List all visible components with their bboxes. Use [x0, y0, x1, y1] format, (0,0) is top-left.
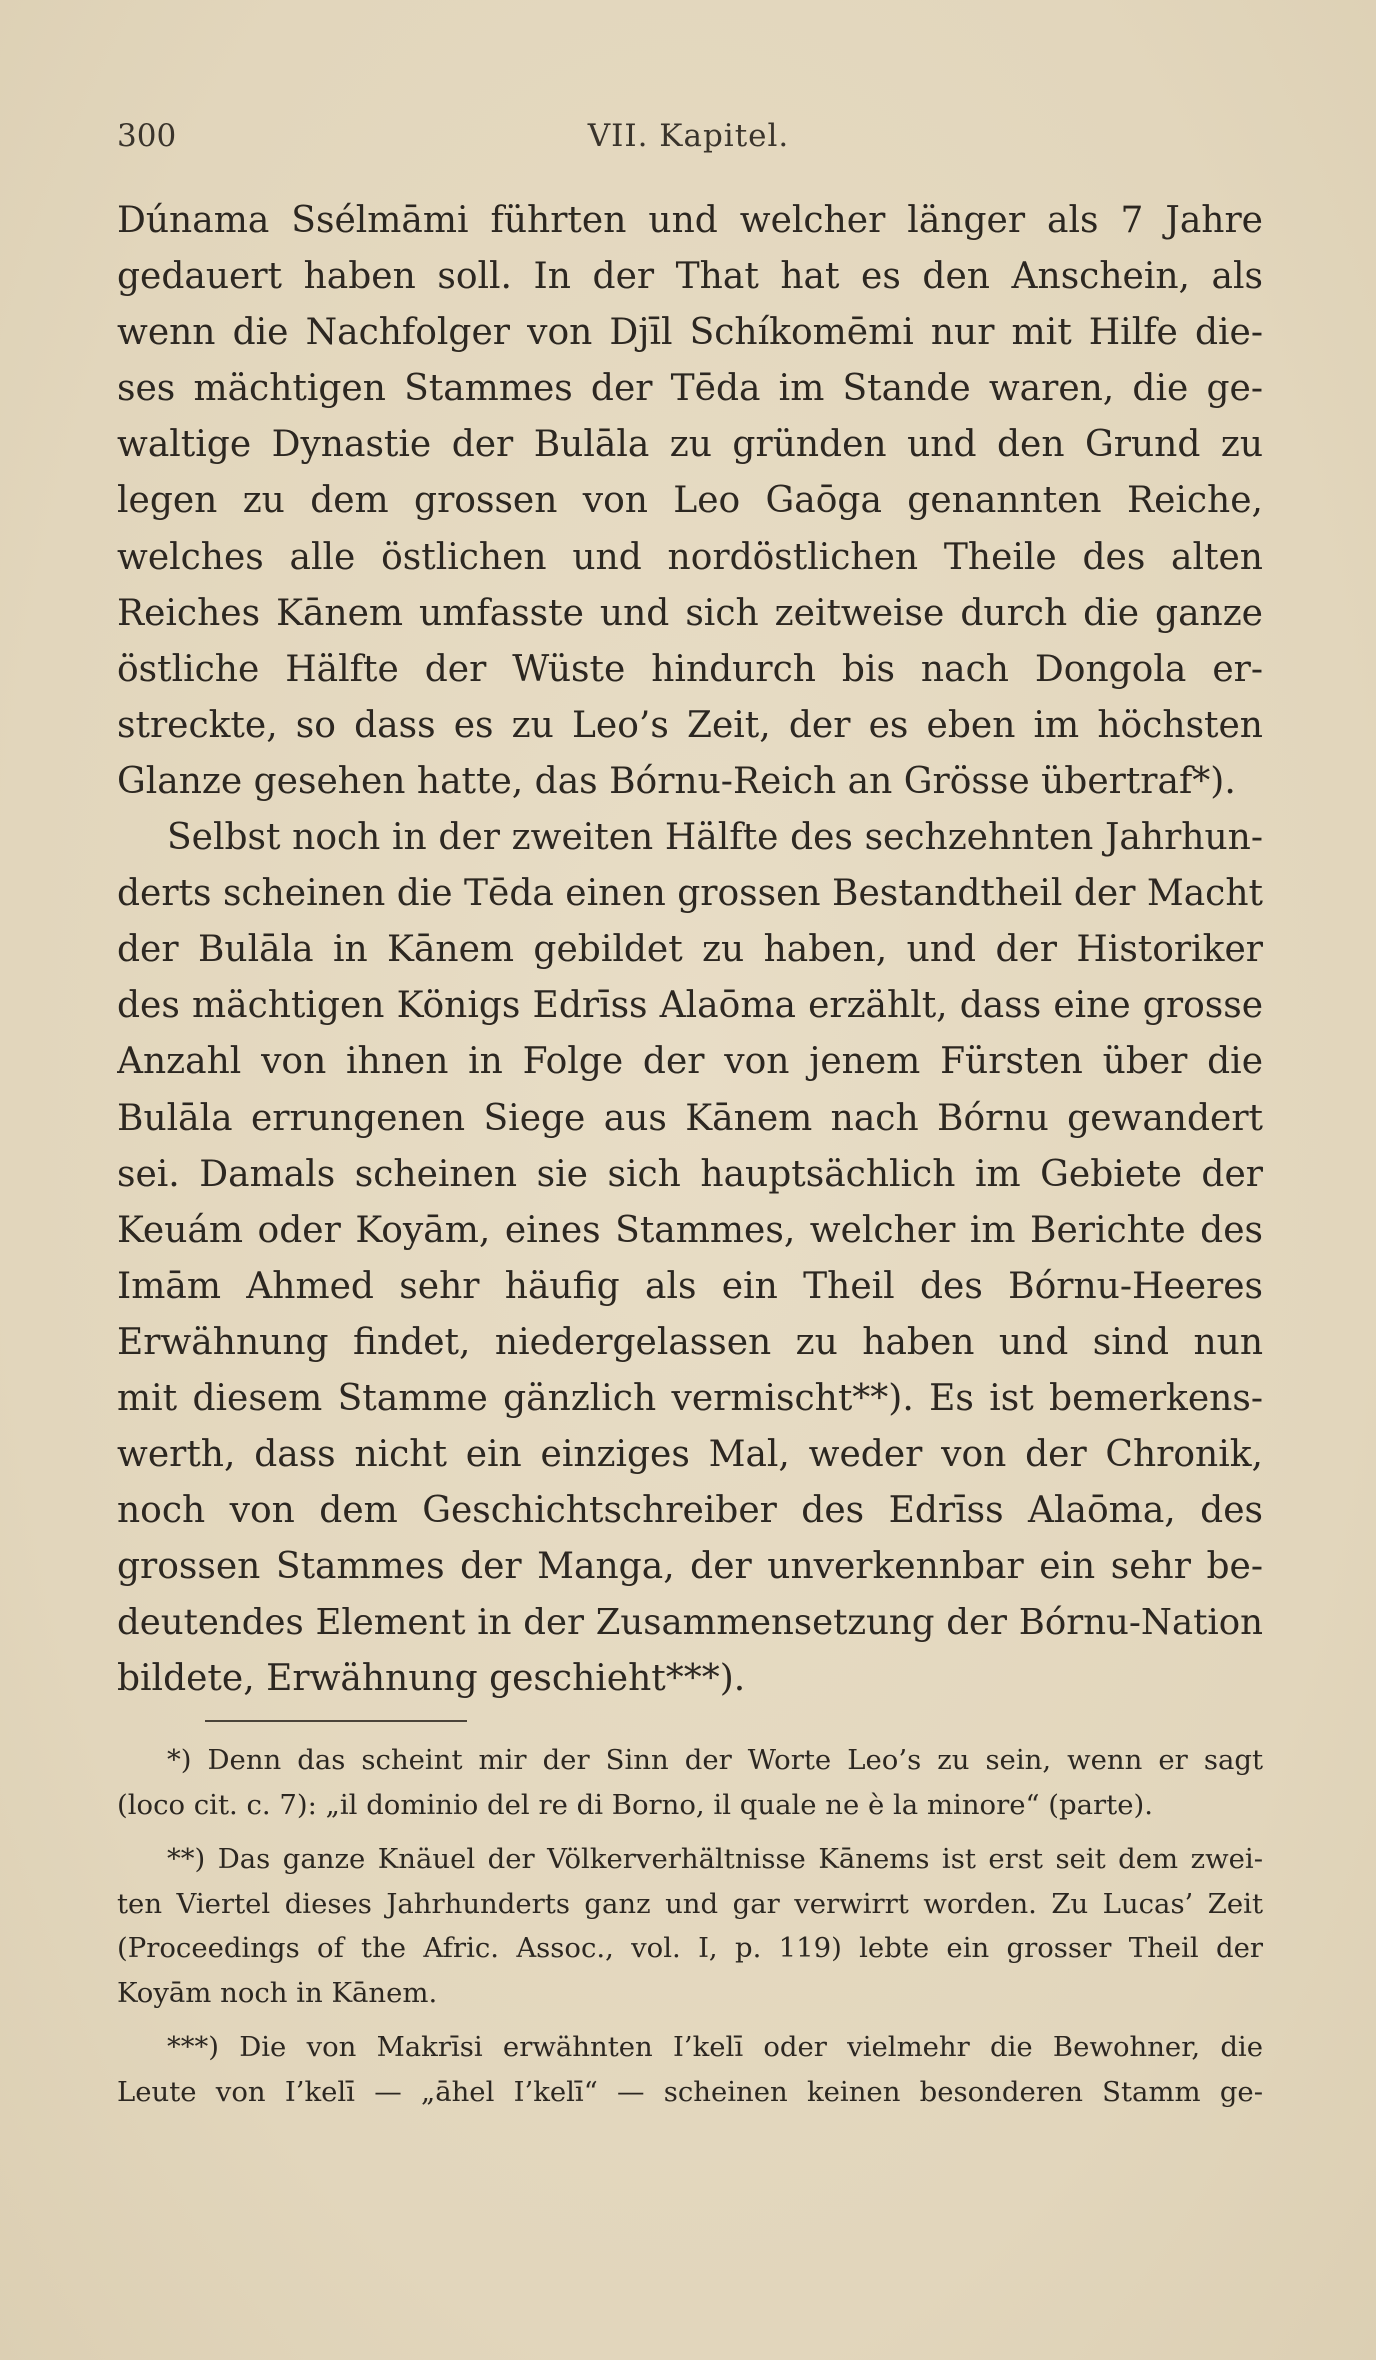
text-line: legen zu dem grossen von Leo Gaōga genannten Reiche,	[117, 480, 1263, 522]
text-line: Erwähnung findet, niedergelassen zu haben und sind nun	[117, 1321, 1263, 1363]
text-line: waltige Dynastie der Bulāla zu gründen und den Grund zu	[117, 424, 1263, 466]
footnote-line: *) Denn das scheint mir der Sinn der Worte Leo’s zu sein, wenn er sagt	[167, 1744, 1263, 1776]
page-number: 300	[117, 118, 177, 154]
text-line: derts scheinen die Tēda einen grossen Bestandtheil der Macht	[117, 873, 1263, 915]
text-line: mit diesem Stamme gänzlich vermischt**). Es ist bemerkens-	[117, 1377, 1263, 1419]
text-line: der Bulāla in Kānem gebildet zu haben, und der Historiker	[117, 929, 1263, 971]
text-line: deutendes Element in der Zusammensetzung der Bórnu-Nation	[117, 1602, 1263, 1644]
footnote-line: (Proceedings of the Afric. Assoc., vol. I, p. 119) lebte ein grosser Theil der	[117, 1932, 1263, 1964]
footnote-separator	[205, 1720, 467, 1722]
text-line: grossen Stammes der Manga, der unverkennbar ein sehr be-	[117, 1546, 1263, 1588]
footnote-line: ten Viertel dieses Jahrhunderts ganz und gar verwirrt worden. Zu Lucas’ Zeit	[117, 1887, 1263, 1920]
main-text	[117, 193, 1263, 1708]
running-title: VII. Kapitel.	[587, 118, 790, 154]
text-line: noch von dem Geschichtschreiber des Edrīss Alaōma, des	[117, 1490, 1263, 1532]
footnote-line: (loco cit. c. 7): „il dominio del re di Borno, il quale ne è la minore“ (parte).	[117, 1788, 1153, 1821]
text-line: wenn die Nachfolger von Djīl Schíkomēmi nur mit Hilfe die-	[117, 312, 1263, 354]
text-line: gedauert haben soll. In der That hat es den Anschein, als	[117, 256, 1263, 298]
text-line: welches alle östlichen und nordöstlichen Theile des alten	[117, 536, 1263, 578]
text-line: bildete, Erwähnung geschieht***).	[117, 1658, 746, 1700]
page-header	[117, 118, 1260, 158]
footnote-line: Leute von I’kelī — „āhel I’kelī“ — scheinen keinen besonderen Stamm ge-	[117, 2075, 1263, 2108]
text-line: Keuám oder Koyām, eines Stammes, welcher im Berichte des	[117, 1209, 1263, 1251]
text-line: Dúnama Ssélmāmi führten und welcher länger als 7 Jahre	[117, 200, 1263, 241]
footnote-line: Koyām noch in Kānem.	[117, 1976, 438, 2009]
text-line: werth, dass nicht ein einziges Mal, weder von der Chronik,	[117, 1434, 1263, 1476]
text-line: Anzahl von ihnen in Folge der von jenem Fürsten über die	[117, 1041, 1263, 1083]
footnote-line: **) Das ganze Knäuel der Völkerverhältnisse Kānems ist erst seit dem zwei-	[167, 1843, 1263, 1875]
text-line: Selbst noch in der zweiten Hälfte des sechzehnten Jahrhun-	[167, 817, 1263, 859]
text-line: ses mächtigen Stammes der Tēda im Stande waren, die ge-	[117, 368, 1263, 410]
text-line: Glanze gesehen hatte, das Bórnu-Reich an Grösse übertraf*).	[117, 760, 1236, 802]
text-line: Reiches Kānem umfasste und sich zeitweise durch die ganze	[117, 592, 1263, 634]
footnote-line: ***) Die von Makrīsi erwähnten I’kelī oder vielmehr die Bewohner, die	[167, 2031, 1263, 2063]
text-line: sei. Damals scheinen sie sich hauptsächlich im Gebiete der	[117, 1153, 1263, 1195]
text-line: Bulāla errungenen Siege aus Kānem nach Bórnu gewandert	[117, 1097, 1263, 1139]
footnotes	[117, 1738, 1263, 2114]
text-line: streckte, so dass es zu Leo’s Zeit, der es eben im höchsten	[117, 704, 1263, 746]
text-line: Imām Ahmed sehr häufig als ein Theil des Bórnu-Heeres	[117, 1265, 1263, 1307]
text-line: des mächtigen Königs Edrīss Alaōma erzählt, dass eine grosse	[117, 985, 1263, 1027]
text-line: östliche Hälfte der Wüste hindurch bis nach Dongola er-	[117, 648, 1263, 690]
